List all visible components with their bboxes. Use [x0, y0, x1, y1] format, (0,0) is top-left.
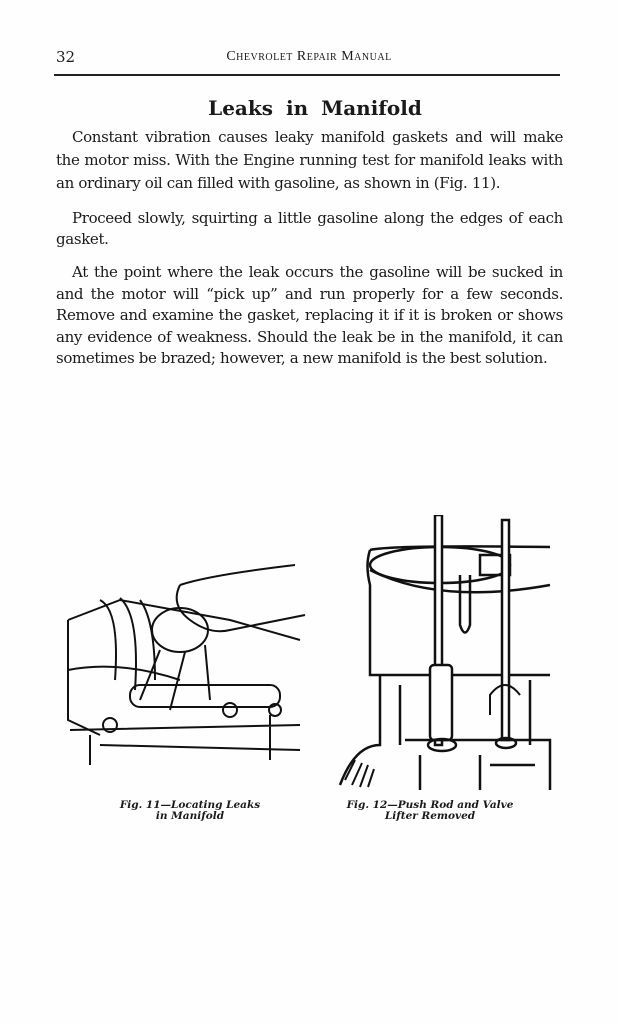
figure-11-caption [90, 800, 290, 822]
page-number: 32 [56, 48, 76, 66]
paragraph-1 [56, 126, 563, 195]
caption-line: Lifter Removed [384, 810, 476, 822]
paragraph-text: At the point where the leak occurs the gasoline will be sucked in and the motor will “pick up” and run properly for a few seconds. Remove and examine the gasket, replacing it if it is broken or shows any evidence of weakness. Should the leak be in the manifold, it can sometimes be brazed; however, a new manifold is the best solution. [56, 263, 563, 368]
caption-line: in Manifold [155, 810, 225, 822]
section-title: Leaks in Manifold [208, 96, 422, 120]
figure-12-illustration [330, 515, 552, 795]
figure-12-caption [320, 800, 540, 822]
header-rule [54, 74, 560, 76]
caption-line: Fig. 11—Locating Leaks [119, 799, 261, 811]
running-title: Chevrolet Repair Manual [226, 49, 392, 64]
paragraph-text: Constant vibration causes leaky manifold gaskets and will make the motor miss. With the Engine running test for manifold leaks with an ordinary oil can filled with gasoline, as shown in (Fig. 11). [56, 128, 563, 192]
caption-line: Fig. 12—Push Rod and Valve [346, 799, 514, 811]
paragraph-3 [56, 262, 563, 370]
paragraph-2 [56, 208, 563, 250]
paragraph-text: Proceed slowly, squirting a little gasoline along the edges of each gasket. [56, 209, 563, 248]
figure-11-illustration [60, 560, 315, 775]
